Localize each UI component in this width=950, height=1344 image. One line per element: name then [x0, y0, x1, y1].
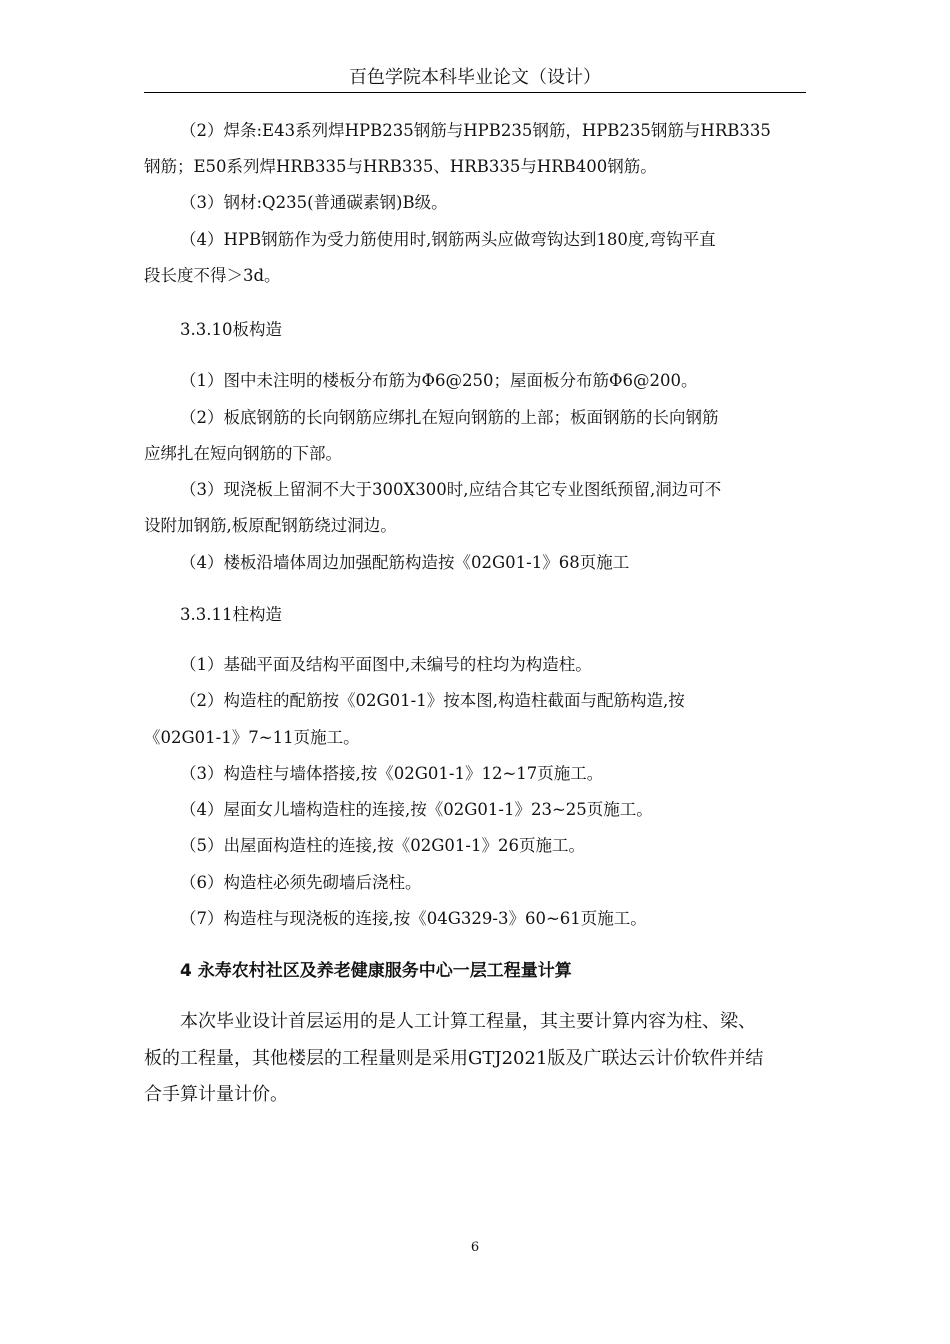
text-line: （1）基础平面及结构平面图中,未编号的柱均为构造柱。 — [180, 655, 592, 674]
text-line: （5）出屋面构造柱的连接,按《02G01-1》26页施工。 — [180, 836, 585, 855]
text-line: 《02G01-1》7~11页施工。 — [144, 728, 360, 747]
text-line: （2）板底钢筋的长向钢筋应绑扎在短向钢筋的上部；板面钢筋的长向钢筋 — [180, 408, 719, 427]
text-line: 设附加钢筋,板原配钢筋绕过洞边。 — [144, 516, 397, 535]
text-line: （3）构造柱与墙体搭接,按《02G01-1》12~17页施工。 — [180, 764, 604, 783]
text-line: （2）焊条:E43系列焊HPB235钢筋与HPB235钢筋，HPB235钢筋与HRB335 — [180, 121, 771, 140]
text-line: 段长度不得＞3d。 — [144, 266, 281, 285]
paragraph-line: 板的工程量，其他楼层的工程量则是采用GTJ2021版及广联达云计价软件并结 — [144, 1048, 764, 1069]
text-line: （1）图中未注明的楼板分布筋为Φ6@250；屋面板分布筋Φ6@200。 — [180, 371, 698, 390]
text-line: （3）现浇板上留洞不大于300X300时,应结合其它专业图纸预留,洞边可不 — [180, 480, 722, 499]
chapter-heading: 4 永寿农村社区及养老健康服务中心一层工程量计算 — [180, 961, 572, 981]
text-line: （4）屋面女儿墙构造柱的连接,按《02G01-1》23~25页施工。 — [180, 800, 653, 819]
header-rule — [144, 92, 806, 93]
section-heading: 3.3.11柱构造 — [180, 605, 282, 624]
text-line: （4）楼板沿墙体周边加强配筋构造按《02G01-1》68页施工 — [180, 553, 630, 572]
paragraph-line: 本次毕业设计首层运用的是人工计算工程量，其主要计算内容为柱、梁、 — [180, 1011, 756, 1032]
paragraph-line: 合手算计量计价。 — [144, 1084, 288, 1105]
text-line: 应绑扎在短向钢筋的下部。 — [144, 444, 342, 463]
text-line: （4）HPB钢筋作为受力筋使用时,钢筋两头应做弯钩达到180度,弯钩平直 — [180, 230, 716, 249]
section-heading: 3.3.10板构造 — [180, 320, 282, 339]
text-line: （3）钢材:Q235(普通碳素钢)B级。 — [180, 193, 448, 212]
page-header: 百色学院本科毕业论文（设计） — [349, 67, 601, 88]
text-line: （6）构造柱必须先砌墙后浇柱。 — [180, 873, 422, 892]
text-line: 钢筋；E50系列焊HRB335与HRB335、HRB335与HRB400钢筋。 — [144, 157, 657, 176]
text-line: （7）构造柱与现浇板的连接,按《04G329-3》60~61页施工。 — [180, 909, 647, 928]
page-number: 6 — [470, 1240, 480, 1255]
text-line: （2）构造柱的配筋按《02G01-1》按本图,构造柱截面与配筋构造,按 — [180, 691, 685, 710]
